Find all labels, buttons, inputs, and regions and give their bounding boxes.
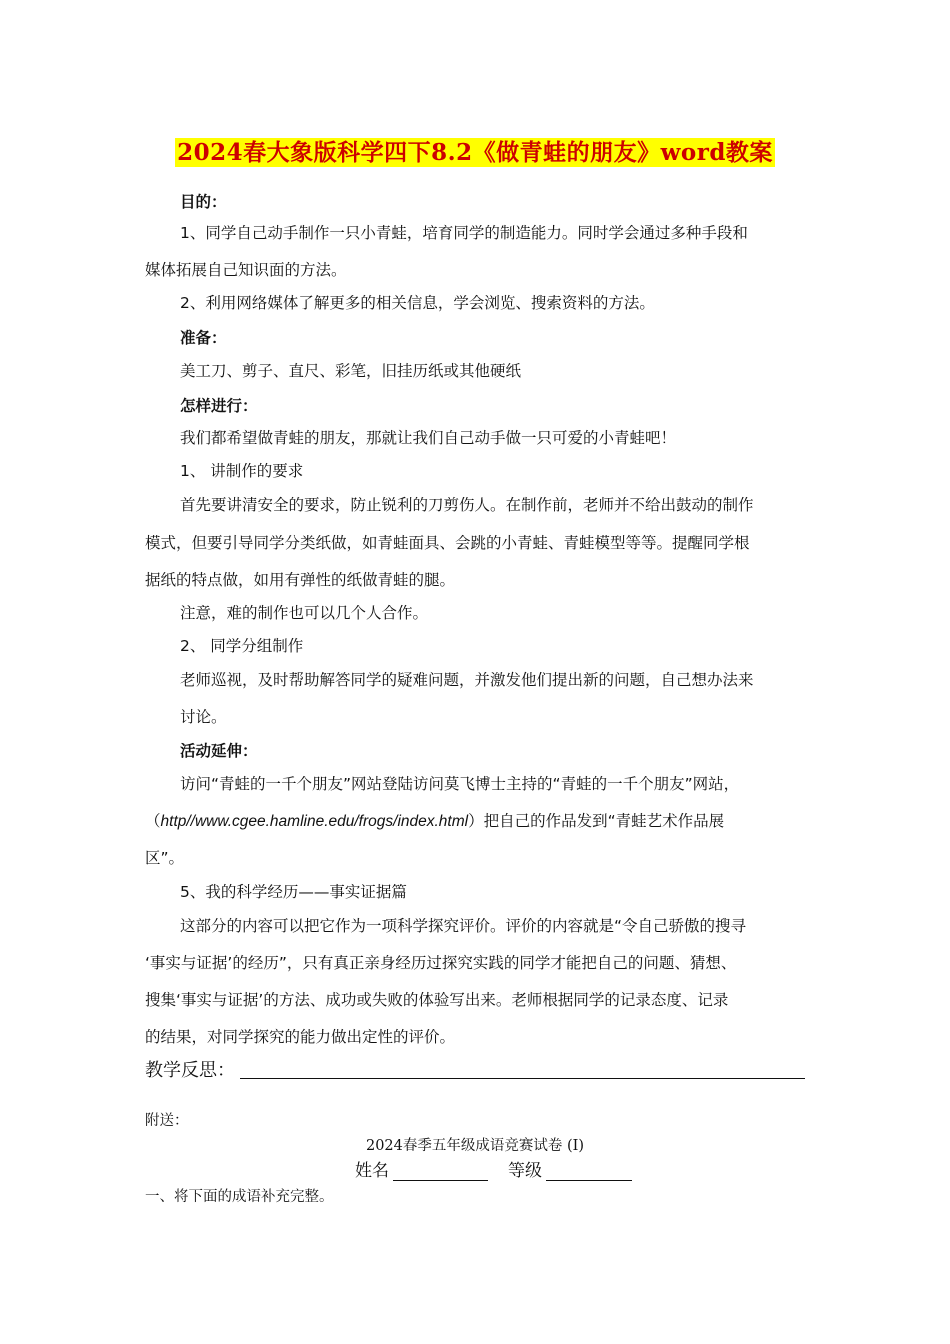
purpose-item-2: 2、利用网络媒体了解更多的相关信息，学会浏览、搜索资料的方法。: [180, 294, 655, 312]
section-5-line-4: 的结果，对同学探究的能力做出定性的评价。: [145, 1028, 456, 1046]
purpose-item-1-line-1: 1、同学自己动手制作一只小青蛙，培育同学的制造能力。同时学会通过多种手段和: [180, 224, 748, 242]
exam-title: 2024春季五年级成语竞赛试卷 (I): [365, 1138, 585, 1154]
document-title-block: [0, 134, 950, 167]
url-open-paren: （: [145, 812, 161, 830]
extension-heading: 活动延伸：: [180, 742, 258, 760]
document-title: 2024春大象版科学四下8.2《做青蛙的朋友》word教案: [177, 139, 773, 166]
preparation-text: 美工刀、剪子、直尺、彩笔，旧挂历纸或其他硬纸: [180, 362, 522, 380]
step-2-line-1: 老师巡视，及时帮助解答同学的疑难问题，并激发他们提出新的问题，自己想办法来: [180, 671, 754, 689]
section-5-line-2: ‘事实与证据’的经历”，只有真正亲身经历过探究实践的同学才能把自己的问题、猜想、: [145, 954, 737, 972]
step-2-line-2: 讨论。: [180, 708, 227, 726]
extension-line-2-rest: ）把自己的作品发到“青蛙艺术作品展: [468, 812, 725, 830]
name-label: 姓名: [355, 1161, 389, 1181]
preparation-heading: 准备：: [180, 329, 227, 347]
procedure-intro: 我们都希望做青蛙的朋友，那就让我们自己动手做一只可爱的小青蛙吧！: [180, 429, 677, 447]
extension-line-3: 区”。: [145, 849, 185, 867]
step-1-line-1: 首先要讲清安全的要求，防止锐利的刀剪伤人。在制作前，老师并不给出鼓动的制作: [180, 496, 754, 514]
step-2-title: 2、 同学分组制作: [180, 637, 304, 655]
reflection-label: 教学反思：: [145, 1060, 235, 1081]
section-5-line-1: 这部分的内容可以把它作为一项科学探究评价。评价的内容就是“令自己骄傲的搜寻: [180, 917, 747, 935]
section-5-title: 5、我的科学经历——事实证据篇: [180, 883, 407, 901]
purpose-item-1-line-2: 媒体拓展自己知识面的方法。: [145, 261, 347, 279]
step-1-line-3: 据纸的特点做，如用有弹性的纸做青蛙的腿。: [145, 571, 456, 589]
appendix-label: 附送：: [145, 1113, 189, 1129]
website-url: http//www.cgee.hamline.edu/frogs/index.html: [160, 813, 469, 830]
question-1: 一、将下面的成语补充完整。: [145, 1189, 334, 1205]
procedure-heading: 怎样进行：: [180, 397, 258, 415]
purpose-heading: 目的：: [180, 193, 227, 211]
extension-line-2: [145, 811, 724, 832]
step-1-note: 注意，难的制作也可以几个人合作。: [180, 604, 429, 622]
name-blank: [393, 1180, 488, 1181]
step-1-title: 1、 讲制作的要求: [180, 462, 304, 480]
grade-label: 等级: [508, 1161, 542, 1181]
section-5-line-3: 搜集‘事实与证据’的方法、成功或失败的体验写出来。老师根据同学的记录态度、记录: [145, 991, 729, 1009]
extension-line-1: 访问“青蛙的一千个朋友”网站登陆访问莫飞博士主持的“青蛙的一千个朋友”网站，: [180, 775, 740, 793]
step-1-line-2: 模式，但要引导同学分类纸做，如青蛙面具、会跳的小青蛙、青蛙模型等等。提醒同学根: [145, 534, 750, 552]
reflection-underline: [240, 1078, 805, 1079]
grade-blank: [546, 1180, 632, 1181]
